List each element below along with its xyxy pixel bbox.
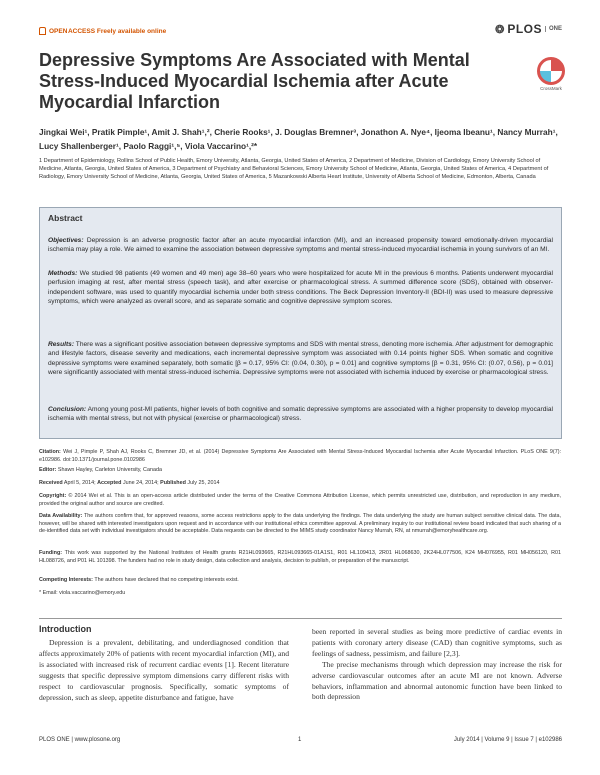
published-date: July 25, 2014 <box>187 480 220 486</box>
citation-label: Citation: <box>39 449 61 455</box>
editor <box>39 467 561 475</box>
editor-text: Shawn Hayley, Carleton University, Canada <box>57 467 162 473</box>
right-paragraph-2: The precise mechanisms through which depression may increase the risk for adverse cardiovascular outcomes after an acute MI are not known. Adverse behaviors, inflammation and abnormal autonomic function have been linked to both depression <box>312 659 562 702</box>
copyright-text: © 2014 Wei et al. This is an open-access article distributed under the terms of the Creative Commons Attribution License, which permits unrestricted use, distribution, and reproduction in any medium, provided the original author and source are credited. <box>39 493 562 507</box>
crossmark-badge[interactable] <box>535 57 567 91</box>
abstract-conclusion <box>48 405 553 424</box>
published-label: Published <box>160 480 186 486</box>
abstract-methods <box>48 269 553 307</box>
author-list: Jingkai Wei¹, Pratik Pimple¹, Amit J. Shah¹,², Cherie Rooks¹, J. Douglas Bremner³, Jonathon A. Nye⁴, Ijeoma Ibeanu¹, Nancy Murrah¹, Lucy Shallenberger¹, Paolo Raggi¹,⁵, Viola Vaccarino¹,²* <box>39 127 558 151</box>
funding <box>39 550 561 565</box>
funding-text: This work was supported by the National Institutes of Health grants R21HL093665, R21HL093665-01A1S1, R01 HL109413, 2R01 HL068630, 2K24HL077506, K24 MH076955, R01 MH056120, R01 HL088726, and P01 HL 101398. The funders had no role in study design, data collection and analysis, decision to publish, or preparation of the manuscript. <box>39 550 561 564</box>
abstract-results <box>48 340 553 378</box>
abstract-heading: Abstract <box>48 213 83 223</box>
accepted-label: Accepted <box>97 480 122 486</box>
citation <box>39 449 561 464</box>
conclusion-text: Among young post-MI patients, higher levels of both cognitive and somatic depressive symptoms are associated with a higher propensity to develop myocardial ischemia with mental stress, but not with physical (exercise or pharmacological) stress. <box>48 406 553 423</box>
plos-logo-icon: ❂ <box>495 23 505 36</box>
competing-text: The authors have declared that no competing interests exist. <box>94 577 239 583</box>
received-label: Received <box>39 480 63 486</box>
crossmark-icon <box>537 57 565 85</box>
body-left-column <box>39 638 289 703</box>
right-paragraph-1: been reported in several studies as being more predictive of cardiac events in patients with coronary artery disease (CAD) than cognitive symptoms, such as feelings of sadness, pessimism, and failure [2,3]. <box>312 627 562 658</box>
page-number: 1 <box>298 737 302 743</box>
conclusion-label: Conclusion: <box>48 406 87 413</box>
footer-issue-info: July 2014 | Volume 9 | Issue 7 | e102986 <box>453 737 562 743</box>
data-availability <box>39 513 561 536</box>
abstract-objectives <box>48 236 553 255</box>
accepted-date: June 24, 2014; <box>122 480 159 486</box>
body-right-column <box>312 627 562 703</box>
data-availability-text: The authors confirm that, for approved reasons, some access restrictions apply to the data underlying the findings. The data underlying the study are human subject sensitive clinical data. The data, however, will be shared with interested investigators upon request and in accordance with our institutional ethics committee approval. A preliminary inquiry to our institutional review board indicated that such sharing of a de-identified data set with individual investigators should be acceptable. Data requests can be directed to the MIMS study coordinator Nancy Murrah, RN, at nmurrah@emoryhealthcare.org. <box>39 513 561 534</box>
competing-interests <box>39 577 561 585</box>
left-paragraph: Depression is a prevalent, debilitating, and underdiagnosed condition that affects approximately 20% of patients with recent myocardial infarction (MI), and is associated with increased risk of recurrent cardiac events [1]. Recent literature suggests that specific depressive symptom dimensions carry different risks with respect to cardiovascular prognosis. Specifically, somatic symptoms of depression, such as sleep, appetite disturbance and fatigue, have <box>39 638 289 702</box>
editor-label: Editor: <box>39 467 57 473</box>
competing-label: Competing Interests: <box>39 577 93 583</box>
data-availability-label: Data Availability: <box>39 513 83 519</box>
dates <box>39 480 561 488</box>
crossmark-label: CrossMark <box>540 86 562 91</box>
copyright <box>39 493 561 508</box>
methods-text: We studied 98 patients (49 women and 49 men) age 38–60 years who were hospitalized for acute MI in the previous 6 months. Patients underwent myocardial perfusion imaging at rest, after mental stress (speech task), and after exercise or pharmacological stress. A summed difference score (SDS), obtained with observer-independent software, was used to quantify myocardial ischemia under both stress conditions. The Beck Depression Inventory-II (BDI-II) was used to measure depressive symptoms, which were analyzed as overall score, and as separate somatic and cognitive depressive symptom scores. <box>48 270 553 306</box>
section-divider <box>39 618 562 619</box>
citation-text: Wei J, Pimple P, Shah AJ, Rooks C, Bremner JD, et al. (2014) Depressive Symptoms Are Associated with Mental Stress-Induced Myocardial Ischemia after Acute Myocardial Infarction. PLoS ONE 9(7): e102986. doi:10.1371/journal.pone.0102986 <box>39 449 562 463</box>
open-lock-icon <box>39 27 46 35</box>
open-access-text: OPEN ACCESS Freely available online <box>49 27 167 35</box>
affiliations: 1 Department of Epidemiology, Rollins School of Public Health, Emory University, Atlanta, Georgia, United States of America, 2 Department of Medicine, Division of Cardiology, Emory University School of Medicine, Atlanta, Georgia, United States of America, 3 Department of Psychiatry and Behavioral Sciences, Emory University School of Medicine, Atlanta, Georgia, United States of America, 4 Department of Radiology, Emory University School of Medicine, Atlanta, Georgia, United States of America, 5 Mazankowski Alberta Heart Institute, University of Alberta School of Medicine, Edmonton, Alberta, Canada <box>39 158 549 181</box>
objectives-text: Depression is an adverse prognostic factor after an acute myocardial infarction (MI), and an increased propensity toward emotionally-driven myocardial ischemia may play a role. We aimed to examine the association between depressive symptoms and mental stress-induced myocardial ischemia in young survivors of an MI. <box>48 237 553 254</box>
logo-one-text: ONE <box>545 26 562 32</box>
introduction-heading: Introduction <box>39 624 92 634</box>
article-title: Depressive Symptoms Are Associated with Mental Stress-Induced Myocardial Ischemia after Acute Myocardial Infarction <box>39 50 470 112</box>
plos-one-logo[interactable] <box>495 22 562 36</box>
objectives-label: Objectives: <box>48 237 84 244</box>
results-text: There was a significant positive association between depressive symptoms and SDS with mental stress, denoting more ischemia. After adjustment for demographic and lifestyle factors, disease severity and medications, each incremental depressive symptom was associated with 0.14 points higher SDS. When somatic and cognitive depressive symptoms were examined separately, both somatic [β = 0.17, 95% CI: (0.04, 0.30), p = 0.01] and cognitive symptoms [β = 0.31, 95% CI: (0.07, 0.56), p = 0.01] were significantly associated with mental stress-induced ischemia. Depressive symptoms were not associated with ischemia induced by exercise or pharmacological stress. <box>48 341 554 377</box>
methods-label: Methods: <box>48 270 78 277</box>
open-access-badge <box>39 27 166 35</box>
received-date: April 5, 2014; <box>63 480 96 486</box>
copyright-label: Copyright: <box>39 493 67 499</box>
funding-label: Funding: <box>39 550 63 556</box>
results-label: Results: <box>48 341 75 348</box>
logo-plos-text: PLOS <box>507 22 542 36</box>
footer-journal[interactable]: PLOS ONE | www.plosone.org <box>39 737 121 743</box>
contact-email[interactable]: * Email: viola.vaccarino@emory.edu <box>39 590 126 596</box>
